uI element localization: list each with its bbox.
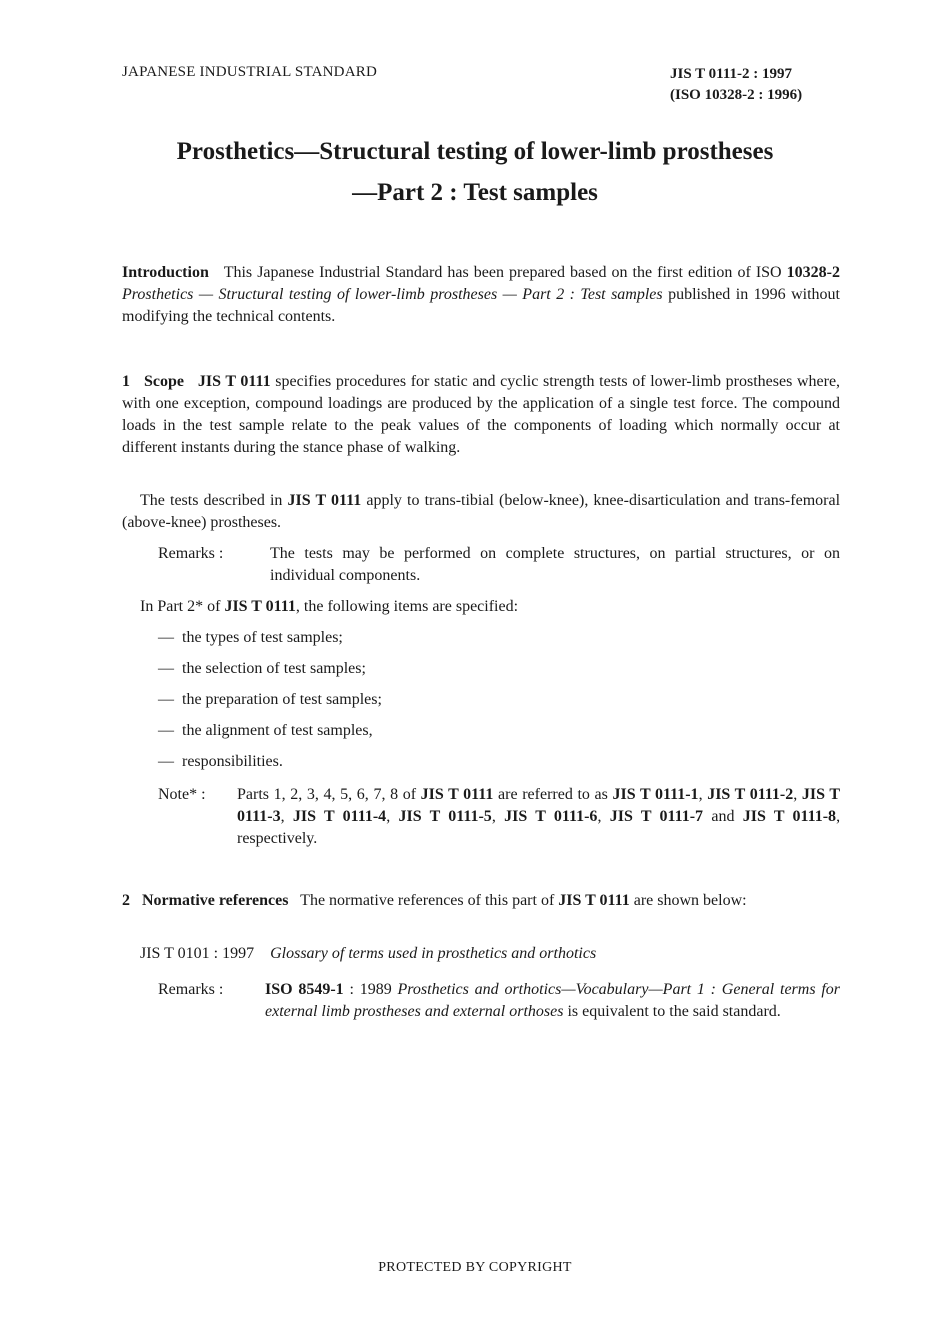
- list-item: [158, 751, 283, 773]
- note-and: and: [703, 808, 743, 825]
- iso-end: is equivalent to the said standard.: [563, 1003, 781, 1020]
- note-text-a: Parts 1, 2, 3, 4, 5, 6, 7, 8 of: [237, 786, 421, 803]
- normative-heading: Normative references: [142, 892, 289, 909]
- list-item-text: responsibilities.: [182, 753, 283, 770]
- note-part: JIS T 0111-1: [612, 786, 699, 803]
- list-item: [158, 627, 343, 649]
- normative-paragraph: [122, 890, 840, 912]
- note-part: JIS T 0111-4: [292, 808, 387, 825]
- jis-number: JIS T 0111-2 : 1997: [670, 66, 792, 82]
- note-text: [237, 784, 840, 850]
- list-item-text: the alignment of test samples,: [182, 722, 373, 739]
- scope-paragraph-3: [140, 596, 840, 618]
- normative-jis-ref: JIS T 0111: [558, 892, 630, 909]
- iso-number: (ISO 10328-2 : 1996): [670, 87, 803, 103]
- iso-year: : 1989: [343, 981, 398, 998]
- list-item: [158, 689, 382, 711]
- note-part: JIS T 0111-7: [609, 808, 704, 825]
- copyright-footer: PROTECTED BY COPYRIGHT: [378, 1260, 572, 1275]
- document-title-line2: —Part 2 : Test samples: [352, 179, 598, 206]
- ref-code: JIS T 0101 : 1997: [140, 945, 255, 962]
- introduction-paragraph: [122, 262, 840, 328]
- normative-remarks-label: Remarks :: [158, 981, 224, 998]
- note-sep: ,: [698, 786, 708, 803]
- list-item: [158, 720, 373, 742]
- scope-remarks-text: The tests may be performed on complete structures, on partial structures, or on individual components.: [270, 545, 840, 584]
- note-jis-ref: JIS T 0111: [420, 786, 494, 803]
- normative-remarks-text: [265, 979, 840, 1023]
- list-dash: —: [158, 629, 174, 646]
- scope-p3-jis-ref: JIS T 0111: [224, 598, 296, 615]
- list-dash: —: [158, 691, 174, 708]
- note-part: JIS T 0111-3: [237, 786, 841, 825]
- normative-text-2: are shown below:: [629, 892, 747, 909]
- note-part: JIS T 0111-5: [398, 808, 492, 825]
- scope-number: 1: [122, 373, 130, 390]
- document-title-line1: Prosthetics—Structural testing of lower-limb prostheses: [176, 138, 774, 165]
- note-text-b: are referred to as: [493, 786, 613, 803]
- iso-code: ISO 8549-1: [265, 981, 344, 998]
- note-sep: ,: [280, 808, 293, 825]
- normative-text-1: The normative references of this part of: [300, 892, 559, 909]
- scope-text-1: specifies procedures for static and cyclic strength tests of lower-limb prostheses where, with one exception, compound loadings are produced by the application of a single test force. The compound loads in the test sample relate to the peak values of the components of loading which normally occur at different instants during the stance phase of walking.: [122, 373, 841, 456]
- note-part: JIS T 0111-6: [504, 808, 598, 825]
- list-item: [158, 658, 366, 680]
- note-part: JIS T 0111-2: [707, 786, 794, 803]
- note-sep: ,: [491, 808, 505, 825]
- scope-p3-text-b: , the following items are specified:: [295, 598, 519, 615]
- normative-reference: [140, 943, 840, 965]
- list-item-text: the preparation of test samples;: [182, 691, 382, 708]
- ref-title: Glossary of terms used in prosthetics and orthotics: [270, 945, 597, 962]
- scope-heading: Scope: [143, 373, 184, 390]
- scope-jis-ref: JIS T 0111: [197, 373, 271, 390]
- note-sep: ,: [597, 808, 610, 825]
- scope-paragraph-2: [122, 490, 840, 534]
- intro-iso-number: 10328-2: [786, 264, 840, 281]
- scope-p2-jis-ref: JIS T 0111: [287, 492, 362, 509]
- scope-p2-text-a: The tests described in: [140, 492, 288, 509]
- header-standard-number: [670, 64, 802, 106]
- list-dash: —: [158, 660, 174, 677]
- note-part: JIS T 0111-8: [742, 808, 837, 825]
- intro-iso-title: Prosthetics — Structural testing of lower-limb prostheses — Part 2 : Test samples: [122, 286, 663, 303]
- note-label: Note* :: [158, 786, 206, 803]
- normative-number: 2: [122, 892, 130, 909]
- list-dash: —: [158, 753, 174, 770]
- scope-p3-text-a: In Part 2* of: [140, 598, 225, 615]
- scope-paragraph-1: [122, 371, 840, 459]
- scope-remarks-label: Remarks :: [158, 545, 224, 562]
- scope-p2-text-b: apply to trans-tibial (below-knee), knee-disarticulation and trans-femoral (above-knee) prostheses.: [122, 492, 841, 531]
- list-item-text: the types of test samples;: [182, 629, 343, 646]
- header-standard-label: JAPANESE INDUSTRIAL STANDARD: [122, 64, 377, 80]
- introduction-heading: Introduction: [122, 264, 209, 281]
- list-item-text: the selection of test samples;: [182, 660, 366, 677]
- intro-text-2: published in 1996 without modifying the technical contents.: [122, 286, 840, 325]
- note-end: , respectively.: [237, 808, 841, 847]
- note-sep: ,: [386, 808, 399, 825]
- list-dash: —: [158, 722, 174, 739]
- note-sep: ,: [793, 786, 802, 803]
- iso-title: Prosthetics and orthotics—Vocabulary—Part 1 : General terms for external limb prostheses and external orthoses: [265, 981, 840, 1020]
- intro-text-1: This Japanese Industrial Standard has been prepared based on the first edition of ISO: [223, 264, 787, 281]
